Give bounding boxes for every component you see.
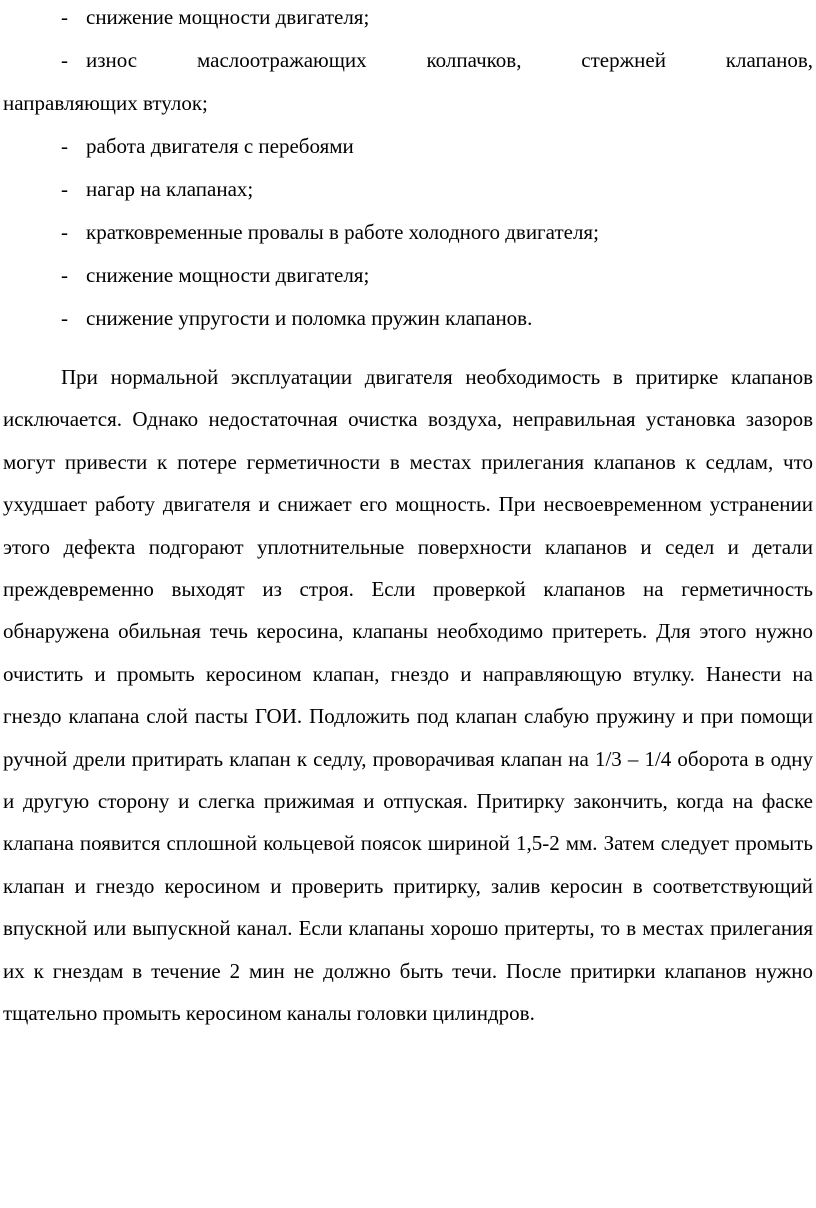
body-paragraph: При нормальной эксплуатации двигателя необходимость в притирке клапанов исключается. Однако недостаточная очистка воздуха, неправильная установка зазоров могут привести к потере герметичности в местах прилегания клапанов к седлам, что ухудшает работу двигателя и снижает его мощность. При несвоевременном устранении этого дефекта подгорают уплотнительные поверхности клапанов и седел и детали преждевременно выходят из строя. Если проверкой клапанов на герметичность обнаружена обильная течь керосина, клапаны необходимо притереть. Для этого нужно очистить и промыть керосином клапан, гнездо и направляющую втулку. Нанести на гнездо клапана слой пасты ГОИ. Подложить под клапан слабую пружину и при помощи ручной дрели притирать клапан к седлу, проворачивая клапан на 1/3 – 1/4 оборота в одну и другую сторону и слегка прижимая и отпуская. Притирку закончить, когда на фаске клапана появится сплошной кольцевой поясок шириной 1,5-2 мм. Затем следует промыть клапан и гнездо керосином и проверить притирку, залив керосин в соответствующий впускной или выпускной канал. Если клапаны хорошо притерты, то в местах прилегания их к гнездам в течение 2 мин не должно быть течи. После притирки клапанов нужно тщательно промыть керосином каналы головки цилиндров. (3, 365, 813, 1026)
list-item-text: работа двигателя с перебоями (86, 134, 354, 158)
list-dash: - (61, 48, 68, 72)
list-item-text: нагар на клапанах; (86, 177, 254, 201)
list-dash: - (61, 263, 68, 287)
list-dash: - (61, 134, 68, 158)
list-dash: - (61, 177, 68, 201)
list-item-wrapped (3, 39, 813, 82)
list-item-text: снижение мощности двигателя; (86, 263, 370, 287)
list-item (3, 168, 813, 211)
list-item-text: кратковременные провалы в работе холодного двигателя; (86, 220, 599, 244)
list-item-continuation: направляющих втулок; (3, 91, 208, 115)
list-item-text: снижение мощности двигателя; (86, 5, 370, 29)
list-item (3, 254, 813, 297)
list-item (3, 39, 813, 125)
list-item-text: снижение упругости и поломка пружин клапанов. (86, 306, 533, 330)
list-item (3, 0, 813, 39)
list-item-text: износ маслоотражающих колпачков, стержней клапанов, (86, 48, 813, 72)
list-item (3, 125, 813, 168)
list-item (3, 297, 813, 340)
list-dash: - (61, 306, 68, 330)
list-dash: - (61, 220, 68, 244)
symptom-list (3, 0, 813, 340)
list-dash: - (61, 5, 68, 29)
list-item (3, 211, 813, 254)
